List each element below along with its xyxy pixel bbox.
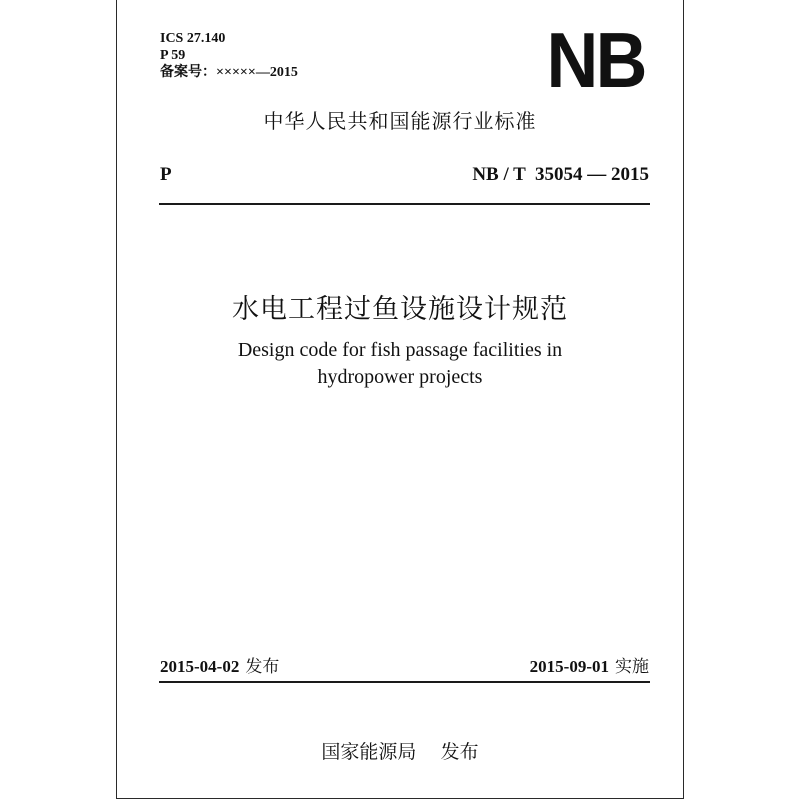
standard-number: NB / T 35054 — 2015	[472, 164, 649, 185]
publish-date-block	[160, 652, 279, 677]
standard-category: 中华人民共和国能源行业标准	[263, 109, 537, 133]
implement-date: 2015-09-01	[529, 657, 609, 676]
ccs-code: P 59	[160, 48, 186, 63]
issuer-block	[117, 737, 683, 764]
title-english-line-1: Design code for fish passage facilities in	[237, 339, 563, 361]
issuer-label: 发布	[440, 741, 479, 763]
publish-label: 发布	[245, 657, 280, 677]
title-english-line-2: hydropower projects	[317, 366, 483, 388]
top-divider	[159, 203, 650, 205]
standard-cover	[116, 0, 684, 799]
bottom-divider	[159, 681, 650, 683]
title-chinese: 水电工程过鱼设施设计规范	[232, 294, 568, 325]
issuer-name: 国家能源局	[321, 741, 417, 763]
title-english	[117, 337, 683, 391]
classification-letter: P	[160, 164, 172, 185]
ics-code: ICS 27.140	[160, 31, 226, 46]
nb-logo: NB	[546, 16, 645, 104]
implement-date-block	[530, 652, 649, 677]
filing-number: 备案号：×××××—2015	[160, 65, 298, 80]
metadata-block	[160, 30, 298, 81]
publish-date: 2015-04-02	[160, 657, 240, 676]
implement-label: 实施	[615, 657, 649, 677]
